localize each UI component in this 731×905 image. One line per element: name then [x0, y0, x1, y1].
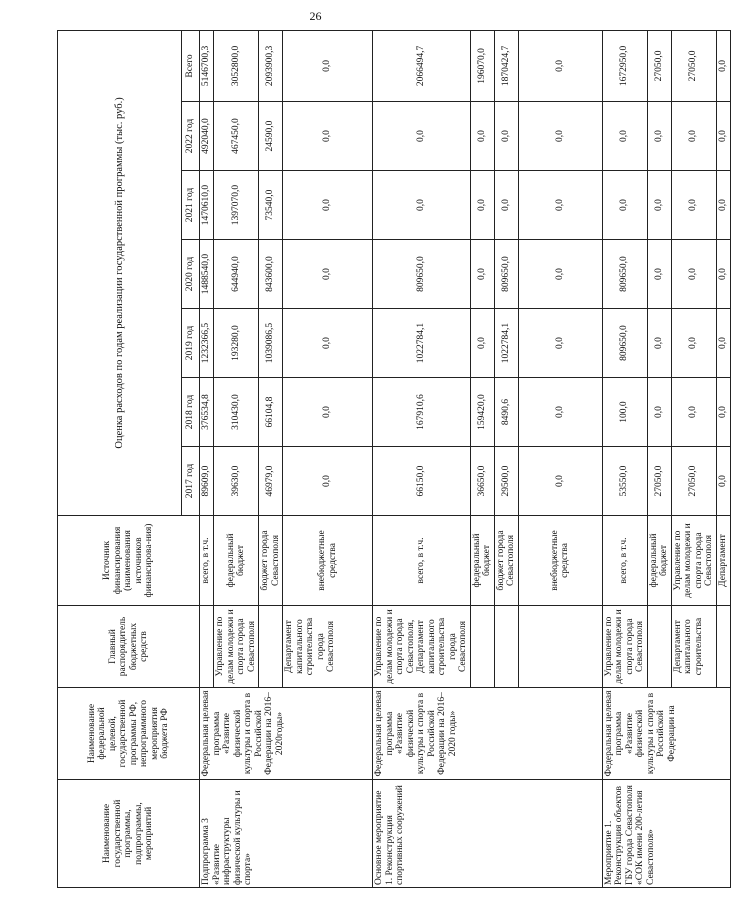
budget-table: [57, 30, 731, 888]
value-cell: 0,0: [373, 102, 471, 171]
rotated-table-wrapper: [57, 31, 728, 888]
value-cell: 1039086,5: [259, 309, 283, 378]
table-row: [200, 30, 214, 887]
value-cell: 310430,0: [214, 378, 259, 447]
value-cell: 1022784,1: [373, 309, 471, 378]
value-cell: 196070,0: [470, 30, 494, 101]
value-cell: 27050,0: [671, 447, 716, 516]
year-2018: 2018 год: [182, 378, 200, 447]
value-cell: 376534,8: [200, 378, 214, 447]
value-cell: 0,0: [647, 171, 671, 240]
source-cell: бюджет города Севастополя: [259, 516, 283, 606]
manager-cell: Департамент капитального строительства города Севастополя: [283, 606, 373, 688]
value-cell: 73540,0: [259, 171, 283, 240]
value-cell: 0,0: [671, 171, 716, 240]
value-cell: 0,0: [283, 30, 373, 101]
value-cell: 39630,0: [214, 447, 259, 516]
value-cell: 809650,0: [602, 240, 647, 309]
source-cell: внебюджетные средства: [518, 516, 602, 606]
year-2022: 2022 год: [182, 102, 200, 171]
manager-cell: [647, 606, 671, 688]
value-cell: 0,0: [283, 240, 373, 309]
value-cell: 2093900,3: [259, 30, 283, 101]
value-cell: 0,0: [716, 30, 730, 101]
header-col-estimate: Оценка расходов по годам реализации государственной программы (тыс. руб.): [58, 30, 182, 515]
value-cell: 0,0: [518, 30, 602, 101]
value-cell: 0,0: [470, 309, 494, 378]
value-cell: 0,0: [647, 240, 671, 309]
source-cell: всего, в т.ч.: [200, 516, 214, 606]
value-cell: 0,0: [716, 378, 730, 447]
value-cell: 843600,0: [259, 240, 283, 309]
value-cell: 0,0: [518, 102, 602, 171]
value-cell: 0,0: [716, 309, 730, 378]
value-cell: 0,0: [602, 171, 647, 240]
value-cell: 1397070,0: [214, 171, 259, 240]
value-cell: 0,0: [518, 240, 602, 309]
value-cell: 159420,0: [470, 378, 494, 447]
value-cell: 0,0: [518, 378, 602, 447]
source-cell: бюджет города Севастополя: [494, 516, 518, 606]
value-cell: 100,0: [602, 378, 647, 447]
page-number: 26: [309, 9, 322, 23]
value-cell: 193280,0: [214, 309, 259, 378]
value-cell: 809650,0: [373, 240, 471, 309]
value-cell: 0,0: [647, 378, 671, 447]
program-name-cell: Подпрограмма 3 «Развитие инфраструктуры физической культуры и спорта»: [200, 780, 373, 888]
value-cell: 46979,0: [259, 447, 283, 516]
value-cell: 0,0: [671, 378, 716, 447]
manager-cell: Департамент капитального строительства: [671, 606, 716, 688]
value-cell: 0,0: [283, 309, 373, 378]
source-cell: Департамент: [716, 516, 730, 606]
source-cell: внебюджетные средства: [283, 516, 373, 606]
value-cell: 0,0: [602, 102, 647, 171]
year-2020: 2020 год: [182, 240, 200, 309]
value-cell: 0,0: [716, 240, 730, 309]
manager-cell: Управление по делам молодежи и спорта города Севастополя: [602, 606, 647, 688]
value-cell: 0,0: [716, 171, 730, 240]
federal-program-cell: Федеральная целевая программа «Развитие физической культуры и спорта в Российской Федерации на: [602, 688, 730, 780]
value-cell: 0,0: [647, 102, 671, 171]
manager-cell: Управление по делам молодежи и спорта города Севастополя, Департамент капитального строительства города Севастополя: [373, 606, 471, 688]
value-cell: 1672950,0: [602, 30, 647, 101]
manager-cell: [716, 606, 730, 688]
value-cell: 27050,0: [671, 30, 716, 101]
value-cell: 53550,0: [602, 447, 647, 516]
value-cell: 1488540,0: [200, 240, 214, 309]
header-col-federal: Наименование федеральной целевой, государственной программы РФ, непрограммного мероприятия бюджета РФ: [58, 688, 200, 780]
program-name-cell: Основное мероприятие 1. Реконструкция спортивных сооружений: [373, 780, 603, 888]
value-cell: 167910,6: [373, 378, 471, 447]
value-cell: 89609,0: [200, 447, 214, 516]
header-col-source: Источник финансирования (наименования источников финансирова-ния): [58, 516, 200, 606]
value-cell: 809650,0: [602, 309, 647, 378]
federal-program-cell: Федеральная целевая программа «Развитие физической культуры и спорта в Российской Федерации на 2016–2020годы»: [200, 688, 373, 780]
value-cell: 0,0: [470, 171, 494, 240]
manager-cell: [494, 606, 518, 688]
year-2019: 2019 год: [182, 309, 200, 378]
value-cell: 0,0: [283, 102, 373, 171]
manager-cell: [200, 606, 214, 688]
value-cell: 809650,0: [494, 240, 518, 309]
value-cell: 492040,0: [200, 102, 214, 171]
table-body: [200, 30, 731, 887]
value-cell: 467450,0: [214, 102, 259, 171]
value-cell: 0,0: [716, 447, 730, 516]
value-cell: 0,0: [518, 447, 602, 516]
value-cell: 29500,0: [494, 447, 518, 516]
source-cell: федеральный бюджет: [214, 516, 259, 606]
value-cell: 0,0: [716, 102, 730, 171]
source-cell: федеральный бюджет: [470, 516, 494, 606]
value-cell: 1470610,0: [200, 171, 214, 240]
value-cell: 0,0: [494, 102, 518, 171]
source-cell: Управление по делам молодежи и спорта города Севастополя: [671, 516, 716, 606]
table-row: [602, 30, 647, 887]
year-total: Всего: [182, 30, 200, 101]
federal-program-cell: Федеральная целевая программа «Развитие физической культуры и спорта в Российской Федерации на 2016–2020 годы»: [373, 688, 603, 780]
manager-cell: [518, 606, 602, 688]
value-cell: 0,0: [671, 240, 716, 309]
table-row: [373, 30, 471, 887]
program-name-cell: Мероприятие 1. Реконструкция объектов ГБУ города Севастополя «СОК имени 200-летия Севастополя»: [602, 780, 730, 888]
value-cell: 0,0: [671, 102, 716, 171]
value-cell: 27050,0: [647, 447, 671, 516]
value-cell: 0,0: [470, 102, 494, 171]
value-cell: 66150,0: [373, 447, 471, 516]
year-2021: 2021 год: [182, 171, 200, 240]
value-cell: 36650,0: [470, 447, 494, 516]
value-cell: 5146700,3: [200, 30, 214, 101]
value-cell: 0,0: [283, 447, 373, 516]
value-cell: 0,0: [283, 378, 373, 447]
manager-cell: [259, 606, 283, 688]
value-cell: 1870424,7: [494, 30, 518, 101]
value-cell: 1022784,1: [494, 309, 518, 378]
header-col-manager: Главный распорядитель бюджетных средств: [58, 606, 200, 688]
manager-cell: Управление по делам молодежи и спорта города Севастополя: [214, 606, 259, 688]
value-cell: 3052800,0: [214, 30, 259, 101]
source-cell: федеральный бюджет: [647, 516, 671, 606]
value-cell: 644940,0: [214, 240, 259, 309]
rotated-page-area: [57, 31, 728, 888]
header-col-name: Наименование государственной программы, подпрограммы, мероприятий: [58, 780, 200, 888]
value-cell: 0,0: [671, 309, 716, 378]
value-cell: 8490,6: [494, 378, 518, 447]
year-2017: 2017 год: [182, 447, 200, 516]
value-cell: 2066494,7: [373, 30, 471, 101]
value-cell: 24590,0: [259, 102, 283, 171]
value-cell: 0,0: [518, 309, 602, 378]
value-cell: 1232366,5: [200, 309, 214, 378]
source-cell: всего, в т.ч.: [602, 516, 647, 606]
value-cell: 0,0: [373, 171, 471, 240]
manager-cell: [470, 606, 494, 688]
value-cell: 0,0: [518, 171, 602, 240]
source-cell: всего, в т.ч.: [373, 516, 471, 606]
value-cell: 0,0: [494, 171, 518, 240]
header-row: [58, 30, 182, 887]
value-cell: 0,0: [283, 171, 373, 240]
value-cell: 66104,8: [259, 378, 283, 447]
value-cell: 0,0: [647, 309, 671, 378]
value-cell: 0,0: [470, 240, 494, 309]
value-cell: 27050,0: [647, 30, 671, 101]
